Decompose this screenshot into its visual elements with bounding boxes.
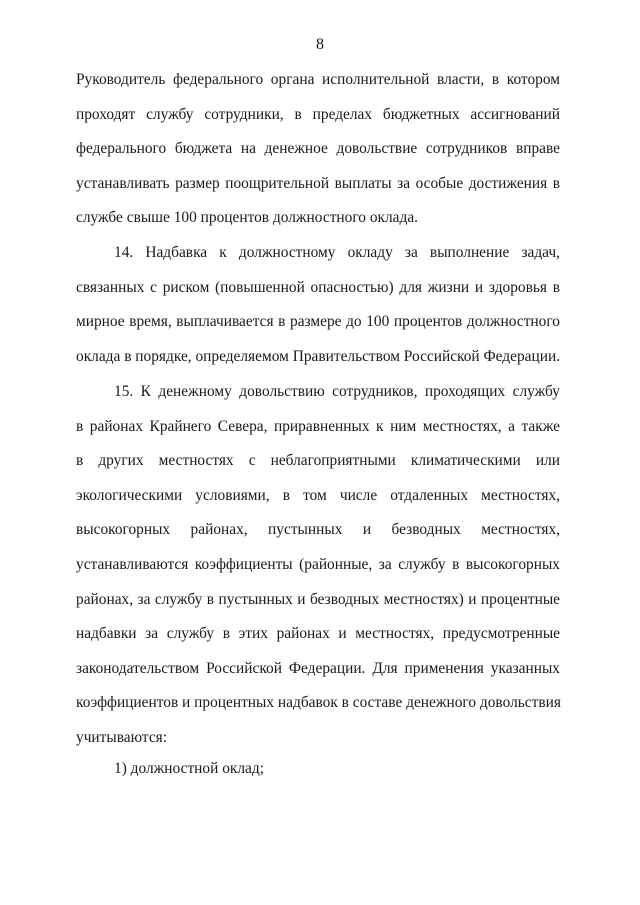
text-line: надбавки за службу в этих районах и местностях, предусмотренные	[76, 625, 560, 643]
list-item-1	[76, 752, 560, 787]
paragraph-item-14	[76, 236, 560, 374]
paragraph-head-discretion	[76, 63, 560, 236]
text-line: федерального бюджета на денежное довольствие сотрудников вправе	[76, 140, 560, 158]
text-line: устанавливать размер поощрительной выплаты за особые достижения в	[76, 174, 560, 192]
text-line: в других местностях с неблагоприятными климатическими или	[76, 452, 560, 470]
page-number: 8	[316, 36, 324, 53]
text-line: экологическими условиями, в том числе отдаленных местностях,	[76, 486, 560, 504]
text-line: районах, за службу в пустынных и безводных местностях) и процентные	[76, 590, 560, 608]
text-line: в районах Крайнего Севера, приравненных к ним местностях, а также	[76, 417, 560, 435]
paragraph-item-15	[76, 375, 560, 756]
text-line: оклада в порядке, определяемом Правительством Российской Федерации.	[76, 347, 561, 365]
text-line: 14. Надбавка к должностному окладу за выполнение задач,	[114, 244, 560, 261]
text-line: 15. К денежному довольствию сотрудников, проходящих службу	[114, 383, 560, 400]
text-line: 1) должностной оклад;	[114, 760, 264, 777]
text-line: коэффициентов и процентных надбавок в составе денежного довольствия	[76, 694, 561, 712]
text-line: законодательством Российской Федерации. Для применения указанных	[76, 659, 560, 677]
text-line: проходят службу сотрудники, в пределах бюджетных ассигнований	[76, 105, 560, 123]
text-line: службе свыше 100 процентов должностного оклада.	[76, 209, 419, 227]
text-line: связанных с риском (повышенной опасностью) для жизни и здоровья в	[76, 278, 560, 296]
text-line: мирное время, выплачивается в размере до 100 процентов должностного	[76, 313, 560, 331]
text-line: высокогорных районах, пустынных и безводных местностях,	[76, 521, 560, 539]
text-line: учитываются:	[76, 728, 168, 746]
text-line: устанавливаются коэффициенты (районные, за службу в высокогорных	[76, 555, 560, 573]
text-line: Руководитель федерального органа исполнительной власти, в котором	[76, 71, 560, 88]
